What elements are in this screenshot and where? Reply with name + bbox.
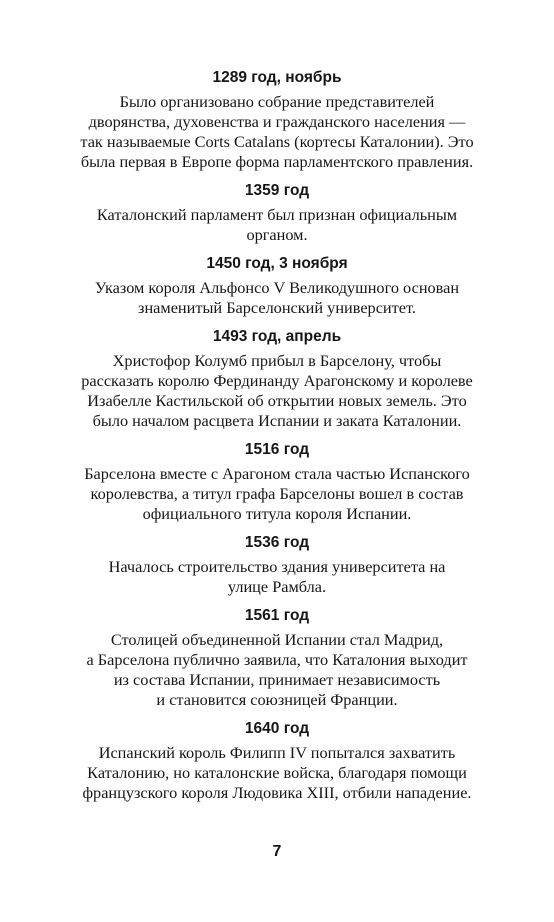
entry-text: [70, 205, 484, 245]
text-line: Испанский король Филипп IV попытался захватить: [98, 743, 456, 762]
text-line: Христофор Колумб прибыл в Барселону, чтобы: [112, 351, 442, 370]
entry-date: 1493 год, апрель: [212, 328, 342, 345]
page-number: 7: [272, 843, 282, 860]
text-line: органом.: [246, 225, 308, 244]
text-line: французского короля Людовика XIII, отбили нападение.: [82, 783, 472, 802]
text-line: Началось строительство здания университета на: [108, 557, 446, 576]
entry-1493: [70, 327, 484, 431]
entry-date: 1516 год: [244, 441, 310, 458]
entry-1561: [70, 606, 484, 710]
text-line: и становится союзницей Франции.: [156, 690, 398, 709]
text-line: так называемые Corts Catalans (кортесы Каталонии). Это: [80, 132, 474, 151]
text-line: дворянства, духовенства и гражданского населения —: [88, 112, 466, 131]
text-line: официального титула короля Испании.: [142, 504, 412, 523]
chronology: [70, 68, 484, 812]
entry-1640: [70, 719, 484, 803]
text-line: Было организовано собрание представителей: [119, 92, 435, 111]
entry-text: [70, 278, 484, 318]
text-line: была первая в Европе форма парламентского правления.: [80, 152, 474, 171]
entry-1359: [70, 181, 484, 245]
entry-text: [70, 557, 484, 597]
entry-date: 1536 год: [244, 534, 310, 551]
entry-text: [70, 92, 484, 172]
entry-date: 1640 год: [244, 720, 310, 737]
text-line: рассказать королю Фердинанду Арагонскому и королеве: [81, 371, 473, 390]
text-line: Изабелле Кастильской об открытии новых земель. Это: [87, 391, 467, 410]
text-line: королевства, а титул графа Барселоны вошел в состав: [90, 484, 464, 503]
entry-1536: [70, 533, 484, 597]
entry-text: [70, 743, 484, 803]
text-line: было началом расцвета Испании и заката Каталонии.: [92, 411, 462, 430]
entry-date: 1450 год, 3 ноября: [206, 255, 348, 272]
text-line: улице Рамбла.: [227, 577, 327, 596]
entry-text: [70, 630, 484, 710]
entry-1450: [70, 254, 484, 318]
entry-date: 1561 год: [244, 607, 310, 624]
text-line: Каталонию, но каталонские войска, благодаря помощи: [87, 763, 467, 782]
text-line: Столицей объединенной Испании стал Мадрид,: [110, 630, 444, 649]
text-line: из состава Испании, принимает независимость: [113, 670, 441, 689]
entry-date: 1289 год, ноябрь: [212, 69, 342, 86]
text-line: знаменитый Барселонский университет.: [138, 298, 416, 317]
text-line: а Барселона публично заявила, что Каталония выходит: [86, 650, 468, 669]
entry-1516: [70, 440, 484, 524]
text-line: Каталонский парламент был признан официальным: [96, 205, 458, 224]
entry-date: 1359 год: [244, 182, 310, 199]
entry-text: [70, 351, 484, 431]
text-line: Барселона вместе с Арагоном стала частью Испанского: [84, 464, 470, 483]
entry-text: [70, 464, 484, 524]
entry-1289: [70, 68, 484, 172]
text-line: Указом короля Альфонсо V Великодушного основан: [94, 278, 460, 297]
